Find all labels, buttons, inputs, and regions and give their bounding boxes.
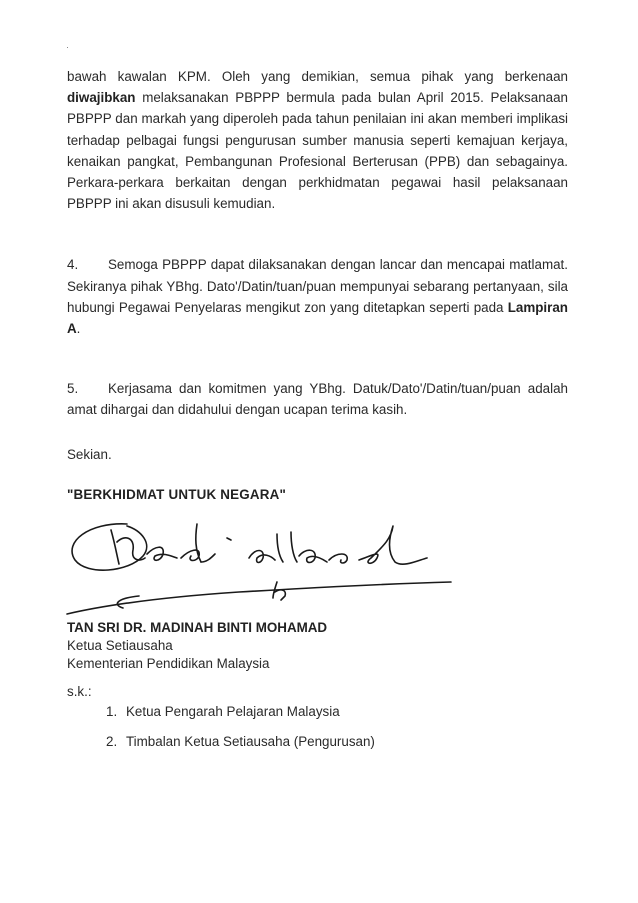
cc-label: s.k.: — [67, 684, 92, 700]
para4-text: Semoga PBPPP dapat dilaksanakan dengan lancar dan mencapai matlamat. Sekiranya pihak YBhg. Dato'/Datin/tuan/puan mempunyai sebarang pertanyaan, sila hubungi Pegawai Penyelaras mengikut zon yang ditetapkan seperti pada — [67, 257, 568, 315]
paragraph-5 — [67, 378, 568, 420]
signer-name: TAN SRI DR. MADINAH BINTI MOHAMAD — [67, 619, 328, 635]
scan-speck — [67, 47, 68, 48]
paragraph-4 — [67, 254, 568, 339]
closing-sekian: Sekian. — [67, 446, 112, 462]
handwritten-signature — [59, 504, 459, 619]
para4-end: . — [76, 321, 81, 337]
para1-text-a: bawah kawalan KPM. Oleh yang demikian, semua pihak yang berkenaan — [67, 69, 568, 84]
signature — [67, 504, 568, 619]
cc-item-number: 2. — [106, 734, 118, 750]
cc-item — [106, 703, 568, 733]
motto: "BERKHIDMAT UNTUK NEGARA" — [67, 486, 287, 502]
cc-item-text: Timbalan Ketua Setiausaha (Pengurusan) — [126, 734, 375, 750]
letter-page — [67, 66, 568, 763]
cc-list — [67, 703, 568, 763]
paragraph-3-continuation — [67, 66, 568, 214]
para4-number: 4. — [67, 257, 79, 273]
para5-text: Kerjasama dan komitmen yang YBhg. Datuk/Dato'/Datin/tuan/puan adalah amat dihargai dan didahului dengan ucapan terima kasih. — [67, 381, 568, 418]
cc-item — [106, 733, 568, 763]
para1-bold-diwajibkan: diwajibkan — [67, 90, 136, 106]
signer-organization: Kementerian Pendidikan Malaysia — [67, 656, 270, 672]
lampiran-a-reference: Lampiran A — [67, 299, 568, 337]
signer-block — [67, 619, 568, 674]
cc-item-number: 1. — [106, 704, 118, 720]
cc-item-text: Ketua Pengarah Pelajaran Malaysia — [126, 704, 340, 720]
para5-number: 5. — [67, 381, 79, 397]
para1-text-b: melaksanakan PBPPP bermula pada bulan April 2015. Pelaksanaan PBPPP dan markah yang diperoleh pada tahun penilaian ini akan memberi implikasi terhadap pelbagai fungsi pengurusan sumber manusia seperti kemajuan kerjaya, kenaikan pangkat, Pembangunan Profesional Berterusan (PPB) dan sebagainya. Perkara-perkara berkaitan dengan perkhidmatan pegawai hasil pelaksanaan PBPPP ini akan disusuli kemudian. — [67, 90, 568, 212]
signer-title: Ketua Setiausaha — [67, 637, 173, 653]
